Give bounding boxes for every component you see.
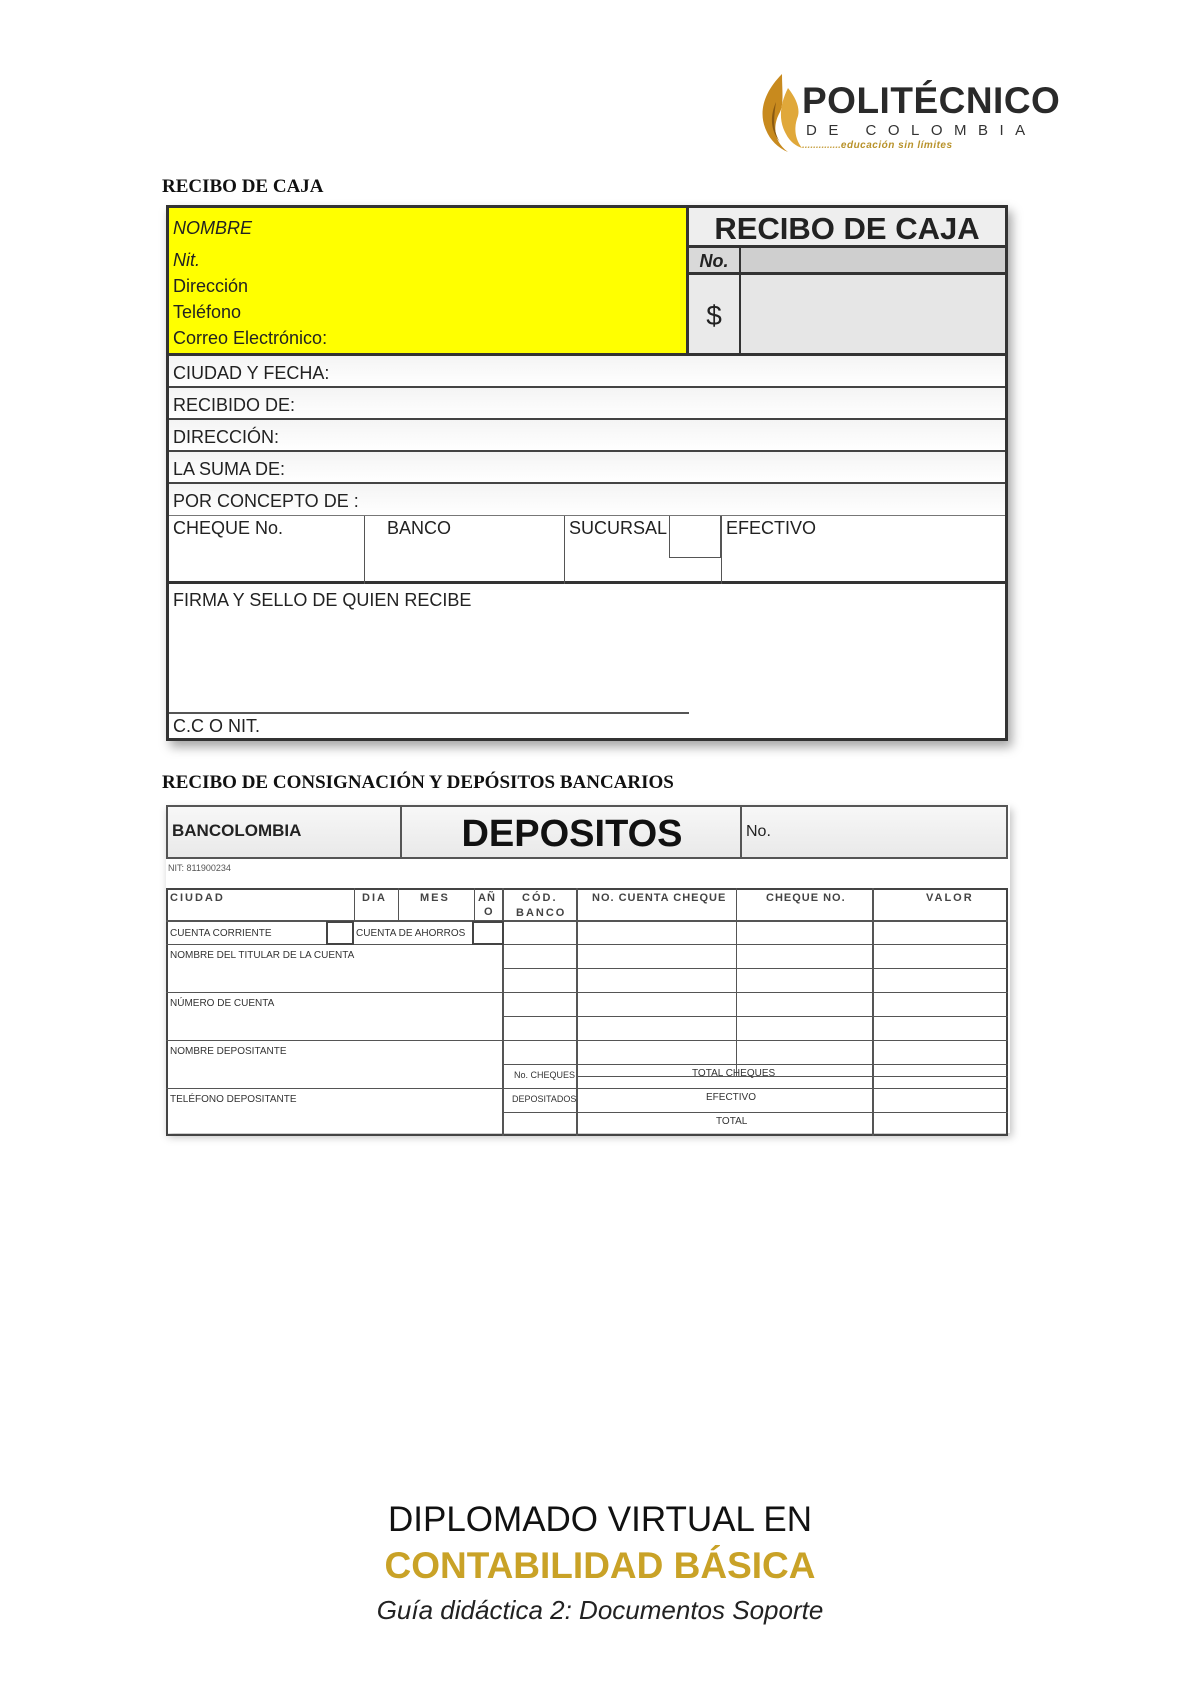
recibo-caja-form: [166, 205, 1008, 741]
deposit-number-label: No.: [746, 823, 771, 840]
footer-guide-subtitle: Guía didáctica 2: Documentos Soporte: [376, 1595, 824, 1625]
field-correo: Correo Electrónico:: [173, 328, 328, 348]
header-cuenta-cheque: NO. CUENTA CHEQUE: [592, 892, 727, 904]
logo-subtitle: DE COLOMBIA: [806, 122, 1037, 139]
recibo-title: RECIBO DE CAJA: [689, 208, 1005, 248]
row-ciudad-fecha: CIUDAD Y FECHA:: [169, 356, 1005, 388]
signature-area: [169, 584, 1005, 738]
currency-symbol: $: [689, 275, 741, 356]
header-mes: MES: [420, 892, 450, 904]
logo-tagline-text: educación sin límites: [840, 140, 953, 151]
politecnico-logo: [752, 70, 1061, 154]
field-direccion: Dirección: [173, 276, 249, 296]
cuenta-corriente-checkbox[interactable]: [326, 921, 354, 945]
grid-line: [502, 992, 1008, 993]
header-divider: [740, 807, 742, 857]
id-label: C.C O NIT.: [173, 716, 261, 736]
grid-line: [166, 920, 1008, 922]
no-cheques-label: No. CHEQUES: [514, 1070, 576, 1080]
grid-line: [166, 1040, 502, 1041]
receipt-number-label: No.: [689, 248, 741, 275]
deposit-slip-form: [166, 805, 1010, 1133]
grid-line: [502, 968, 1008, 969]
header-dia: DIA: [362, 892, 387, 904]
grid-line: [166, 1088, 502, 1089]
grid-line: [502, 1088, 1008, 1089]
efectivo-checkbox[interactable]: [669, 516, 721, 558]
cheque-no-cell: CHEQUE No.: [169, 516, 365, 584]
grid-line: [502, 1040, 1008, 1041]
telefono-label: TELÉFONO DEPOSITANTE: [170, 1094, 297, 1105]
payer-info-block: [169, 208, 689, 356]
receipt-number-field[interactable]: [741, 248, 1005, 275]
bank-nit: NIT: 811900234: [168, 863, 231, 873]
field-nit: Nit.: [173, 250, 200, 270]
row-por-concepto: POR CONCEPTO DE :: [169, 484, 1005, 516]
row-recibido-de: RECIBIDO DE:: [169, 388, 1005, 420]
numero-cuenta-label: NÚMERO DE CUENTA: [170, 998, 275, 1009]
grid-line: [502, 1016, 1008, 1017]
bank-name: BANCOLOMBIA: [172, 821, 302, 840]
amount-field[interactable]: [741, 275, 1005, 356]
cuenta-corriente-label: CUENTA CORRIENTE: [170, 928, 272, 939]
header-valor: VALOR: [926, 892, 974, 904]
footer-course-title: CONTABILIDAD BÁSICA: [384, 1545, 816, 1586]
row-la-suma-de: LA SUMA DE:: [169, 452, 1005, 484]
depositados-label: DEPOSITADOS: [512, 1094, 577, 1104]
section-title-depositos: RECIBO DE CONSIGNACIÓN Y DEPÓSITOS BANCARIOS: [162, 772, 674, 793]
grid-line: [502, 1064, 1008, 1065]
logo-tagline: [802, 140, 953, 151]
row-direccion: DIRECCIÓN:: [169, 420, 1005, 452]
header-ciudad: CIUDAD: [170, 892, 225, 904]
field-nombre: NOMBRE: [173, 218, 253, 238]
grid-line: [736, 888, 737, 1076]
payment-row: [169, 516, 1005, 584]
sucursal-cell: SUCURSAL: [569, 518, 668, 538]
efectivo-cell: EFECTIVO: [721, 516, 1005, 584]
grid-line: [474, 888, 475, 920]
header-ano-2: O: [484, 906, 495, 918]
depositante-label: NOMBRE DEPOSITANTE: [170, 1046, 287, 1057]
titular-label: NOMBRE DEL TITULAR DE LA CUENTA: [170, 950, 355, 961]
logo-name: POLITÉCNICO: [802, 80, 1061, 121]
grid-line: [576, 1076, 1008, 1077]
header-cheque-no: CHEQUE NO.: [766, 892, 846, 904]
grid-line: [502, 1112, 1008, 1113]
header-banco: BANCO: [516, 907, 567, 919]
footer-line-1: DIPLOMADO VIRTUAL EN: [388, 1500, 812, 1539]
cuenta-ahorros-label: CUENTA DE AHORROS: [356, 928, 466, 939]
grid-line: [398, 888, 399, 920]
deposit-header: [166, 805, 1008, 859]
efectivo-label: EFECTIVO: [706, 1092, 757, 1103]
signature-line: [169, 712, 689, 714]
flame-icon: [752, 72, 808, 154]
grid-line: [166, 992, 502, 993]
total-label: TOTAL: [716, 1116, 748, 1127]
signature-label: FIRMA Y SELLO DE QUIEN RECIBE: [173, 590, 472, 610]
header-cod: CÓD.: [522, 892, 558, 904]
logo-dots: ..............: [802, 140, 841, 151]
grid-line: [354, 888, 355, 920]
grid-line: [502, 944, 1008, 945]
banco-cell: BANCO: [365, 516, 565, 584]
grid-line: [872, 888, 874, 1136]
total-cheques-label: TOTAL CHEQUES: [692, 1068, 776, 1079]
header-ano: AÑ: [478, 892, 496, 904]
field-telefono: Teléfono: [173, 302, 242, 322]
deposit-title: DEPOSITOS: [461, 813, 683, 855]
cuenta-ahorros-checkbox[interactable]: [472, 921, 504, 945]
section-title-recibo-caja: RECIBO DE CAJA: [162, 176, 324, 197]
